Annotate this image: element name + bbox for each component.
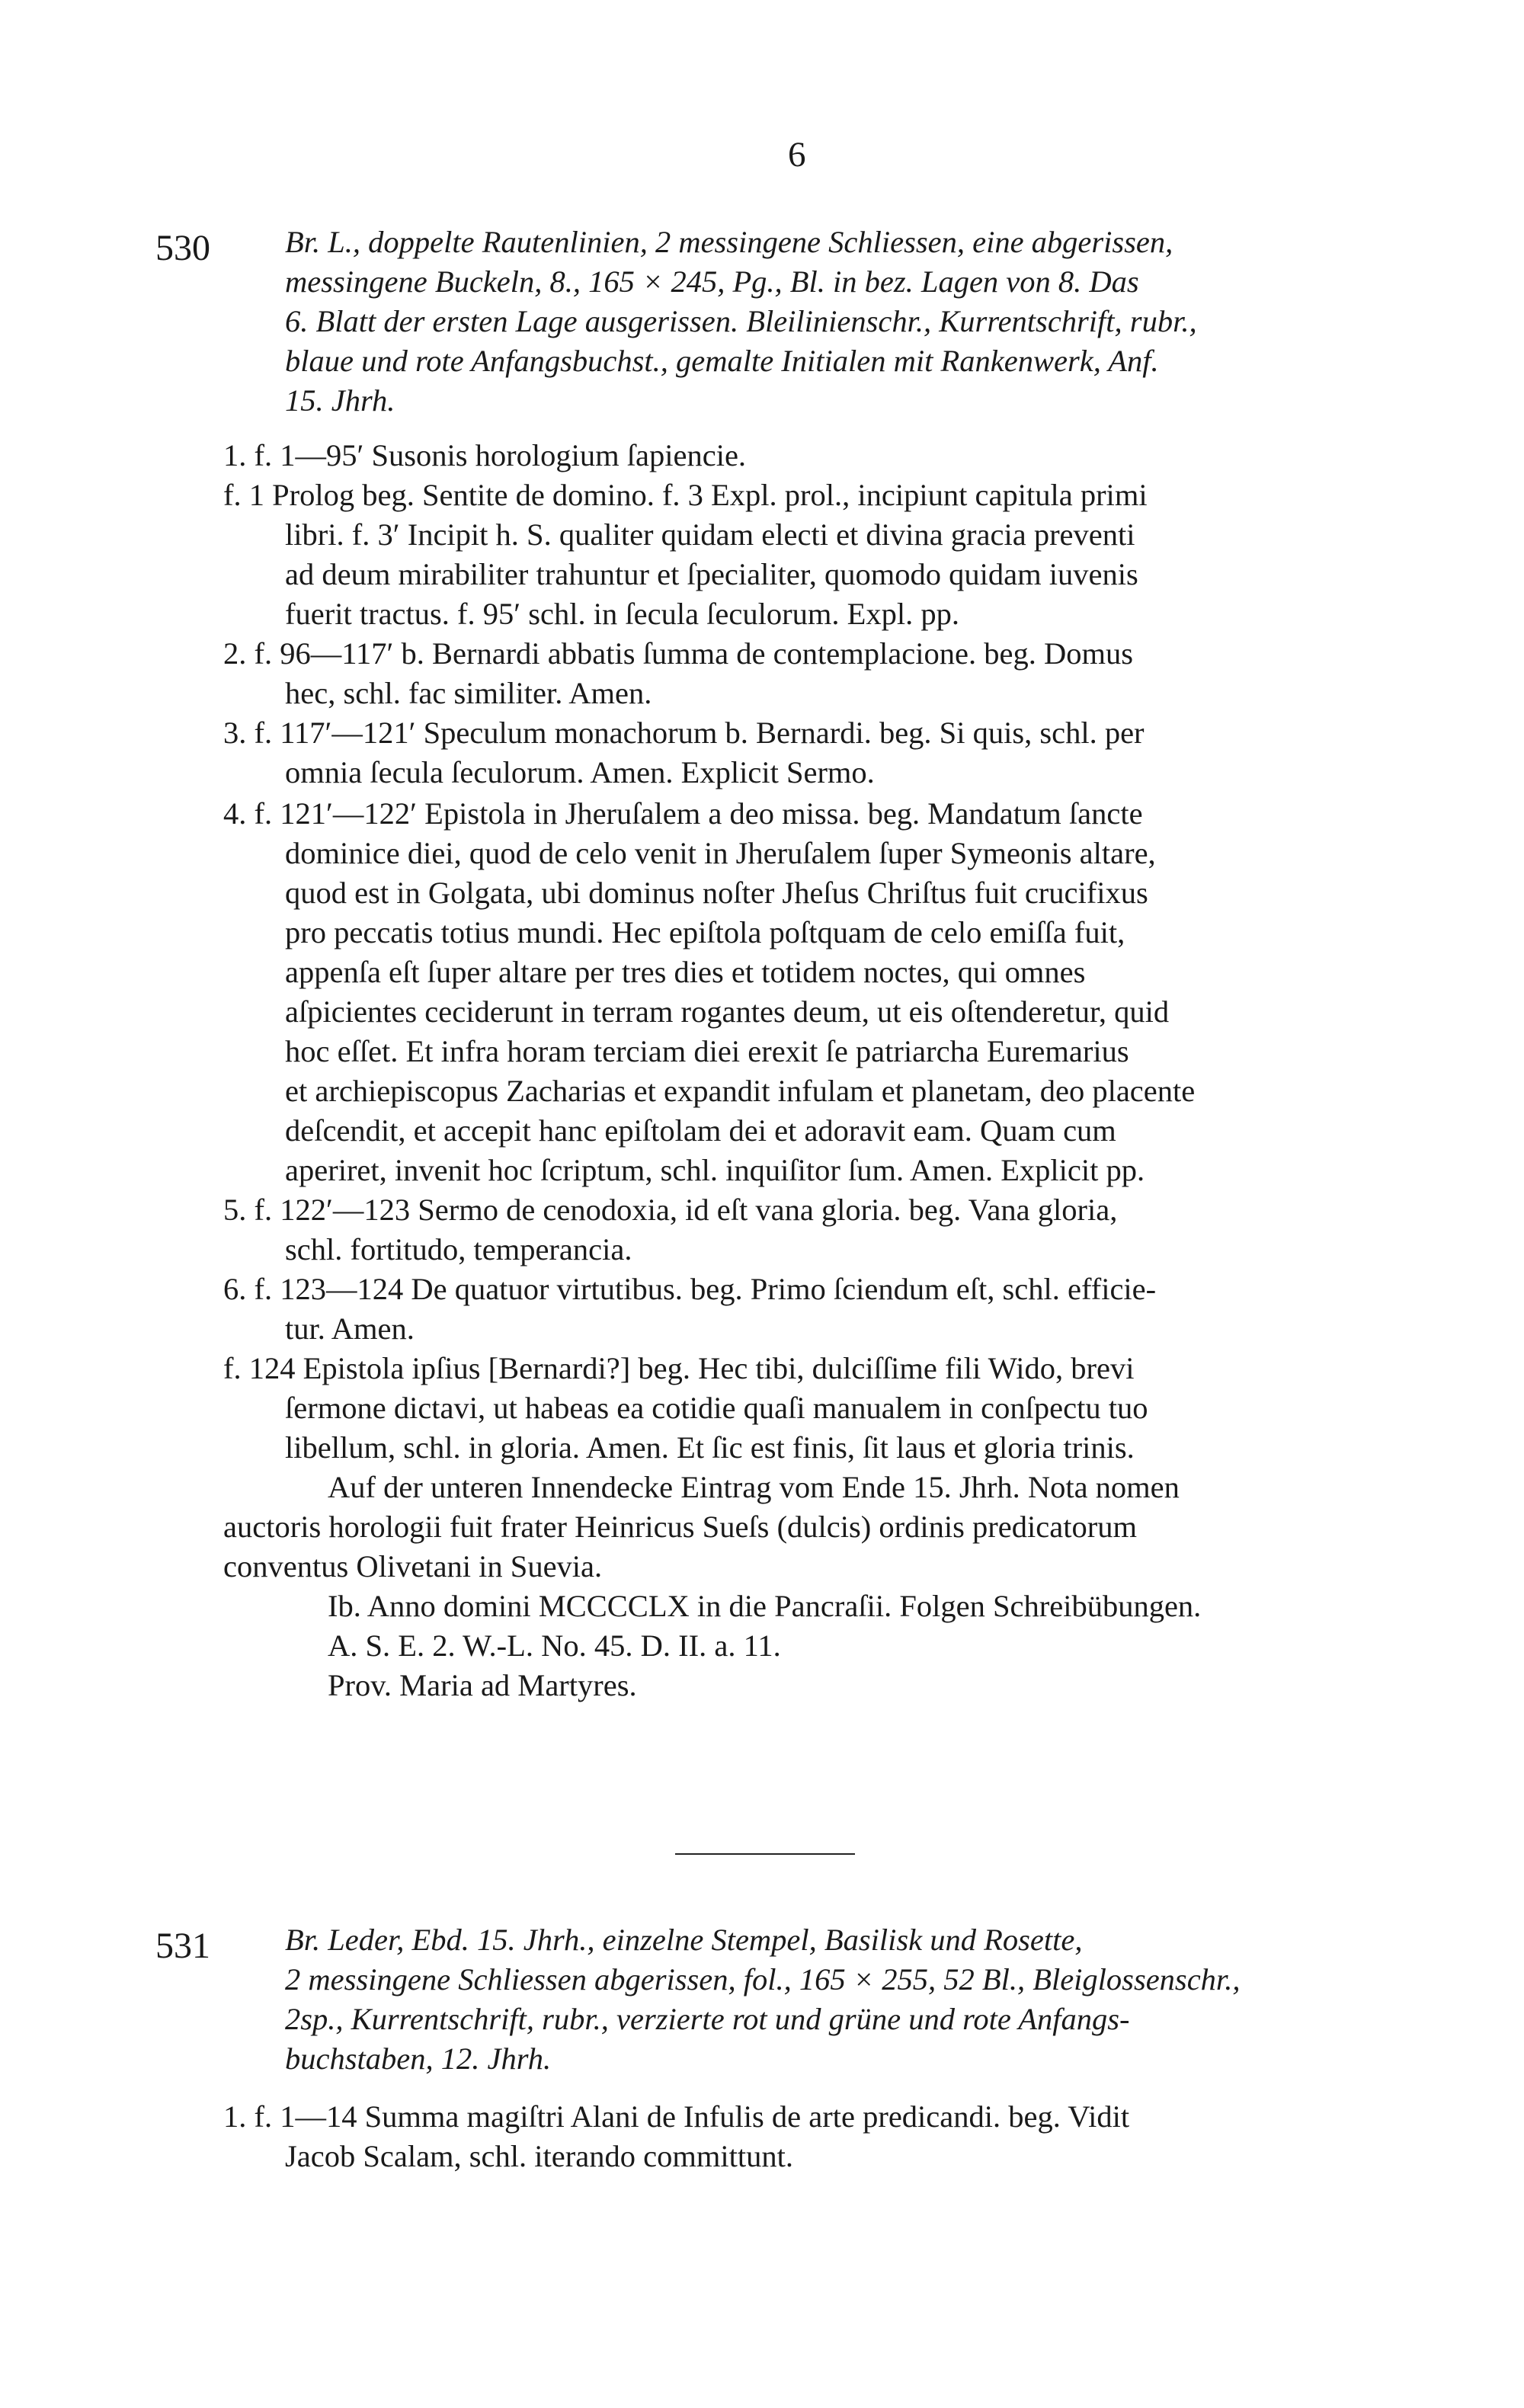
entry-530-item-line: hoc eſſet. Et infra horam terciam diei erexit ſe patriarcha Euremarius: [285, 1034, 1129, 1068]
entry-530-item-line: 4. f. 121′—122′ Epistola in Jheruſalem a deo missa. beg. Mandatum ſancte: [223, 796, 1143, 831]
entry-530-description-line: 6. Blatt der ersten Lage ausgerissen. Bleilinienschr., Kurrentschrift, rubr.,: [285, 304, 1197, 338]
entry-530-item-line: hec, schl. fac similiter. Amen.: [285, 676, 652, 710]
entry-531-description-line: 2sp., Kurrentschrift, rubr., verzierte rot und grüne und rote Anfangs-: [285, 2002, 1130, 2036]
section-divider: [675, 1853, 855, 1855]
entry-number-531: 531: [155, 1926, 210, 1966]
entry-530-item-line: appenſa eſt ſuper altare per tres dies et totidem noctes, qui omnes: [285, 955, 1086, 989]
entry-530-description-line: 15. Jhrh.: [285, 383, 395, 418]
entry-530-item-line: et archiepiscopus Zacharias et expandit infulam et planetam, deo placente: [285, 1074, 1196, 1108]
entry-530-description-line: Br. L., doppelte Rautenlinien, 2 messingene Schliessen, eine abgerissen,: [285, 225, 1173, 259]
entry-530-item-line: deſcendit, et accepit hanc epiſtolam dei et adoravit eam. Quam cum: [285, 1113, 1116, 1148]
entry-531-item-line: 1. f. 1—14 Summa magiſtri Alani de Infulis de arte predicandi. beg. Vidit: [223, 2099, 1130, 2134]
entry-530-description-line: messingene Buckeln, 8., 165 × 245, Pg., Bl. in bez. Lagen von 8. Das: [285, 264, 1139, 299]
entry-530-item-line: pro peccatis totius mundi. Hec epiſtola poſtquam de celo emiſſa fuit,: [285, 915, 1125, 949]
entry-530-item-line: 6. f. 123—124 De quatuor virtutibus. beg. Primo ſciendum eſt, schl. efficie-: [223, 1272, 1157, 1306]
entry-530-item-line: ad deum mirabiliter trahuntur et ſpecialiter, quomodo quidam iuvenis: [285, 557, 1138, 591]
entry-530-note-line: A. S. E. 2. W.-L. No. 45. D. II. a. 11.: [328, 1628, 781, 1663]
entry-531-description-line: 2 messingene Schliessen abgerissen, fol., 165 × 255, 52 Bl., Bleiglossenschr.,: [285, 1962, 1241, 1997]
entry-530-item-line: libellum, schl. in gloria. Amen. Et ſic est finis, ſit laus et gloria trinis.: [285, 1430, 1135, 1465]
entry-530-note-line: Ib. Anno domini MCCCCLX in die Pancraſii. Folgen Schreibübungen.: [328, 1589, 1202, 1623]
entry-530-item-line: quod est in Golgata, ubi dominus noſter Jheſus Chriſtus fuit crucifixus: [285, 876, 1148, 910]
entry-530-item-line: 1. f. 1—95′ Susonis horologium ſapiencie.: [223, 438, 747, 472]
entry-530-item-line: fuerit tractus. f. 95′ schl. in ſecula ſeculorum. Expl. pp.: [285, 597, 959, 631]
entry-530-item-line: f. 1 Prolog beg. Sentite de domino. f. 3 Expl. prol., incipiunt capitula primi: [223, 478, 1148, 512]
entry-530-item-line: f. 124 Epistola ipſius [Bernardi?] beg. Hec tibi, dulciſſime fili Wido, brevi: [223, 1351, 1135, 1385]
entry-531-description-line: buchstaben, 12. Jhrh.: [285, 2041, 552, 2076]
entry-530-item-line: libri. f. 3′ Incipit h. S. qualiter quidam electi et divina gracia preventi: [285, 517, 1135, 552]
entry-530-item-line: omnia ſecula ſeculorum. Amen. Explicit Sermo.: [285, 755, 875, 789]
entry-531-item-line: Jacob Scalam, schl. iterando committunt.: [285, 2139, 793, 2173]
entry-530-item-line: 3. f. 117′—121′ Speculum monachorum b. Bernardi. beg. Si quis, schl. per: [223, 716, 1145, 750]
entry-530-item-line: tur. Amen.: [285, 1311, 415, 1346]
entry-530-note-line: conventus Olivetani in Suevia.: [223, 1549, 603, 1583]
entry-530-note-line: Auf der unteren Innendecke Eintrag vom Ende 15. Jhrh. Nota nomen: [328, 1470, 1180, 1504]
entry-number-530: 530: [155, 228, 210, 268]
entry-530-note-line: Prov. Maria ad Martyres.: [328, 1668, 637, 1702]
entry-530-description-line: blaue und rote Anfangsbuchst., gemalte Initialen mit Rankenwerk, Anf.: [285, 344, 1159, 378]
entry-530-note-line: auctoris horologii fuit frater Heinricus Sueſs (dulcis) ordinis predicatorum: [223, 1510, 1137, 1544]
entry-530-item-line: aſpicientes ceciderunt in terram rogantes deum, ut eis oſtenderetur, quid: [285, 994, 1170, 1029]
entry-530-item-line: ſermone dictavi, ut habeas ea cotidie quaſi manualem in conſpectu tuo: [285, 1391, 1148, 1425]
entry-530-item-line: aperiret, invenit hoc ſcriptum, schl. inquiſitor ſum. Amen. Explicit pp.: [285, 1153, 1145, 1187]
entry-530-item-line: schl. fortitudo, temperancia.: [285, 1232, 632, 1266]
entry-530-item-line: 5. f. 122′—123 Sermo de cenodoxia, id eſt vana gloria. beg. Vana gloria,: [223, 1193, 1118, 1227]
entry-530-item-line: 2. f. 96—117′ b. Bernardi abbatis ſumma de contemplacione. beg. Domus: [223, 636, 1133, 671]
page-number: 6: [788, 135, 806, 175]
entry-530-item-line: dominice diei, quod de celo venit in Jheruſalem ſuper Symeonis altare,: [285, 836, 1156, 870]
entry-531-description-line: Br. Leder, Ebd. 15. Jhrh., einzelne Stempel, Basilisk und Rosette,: [285, 1923, 1083, 1957]
